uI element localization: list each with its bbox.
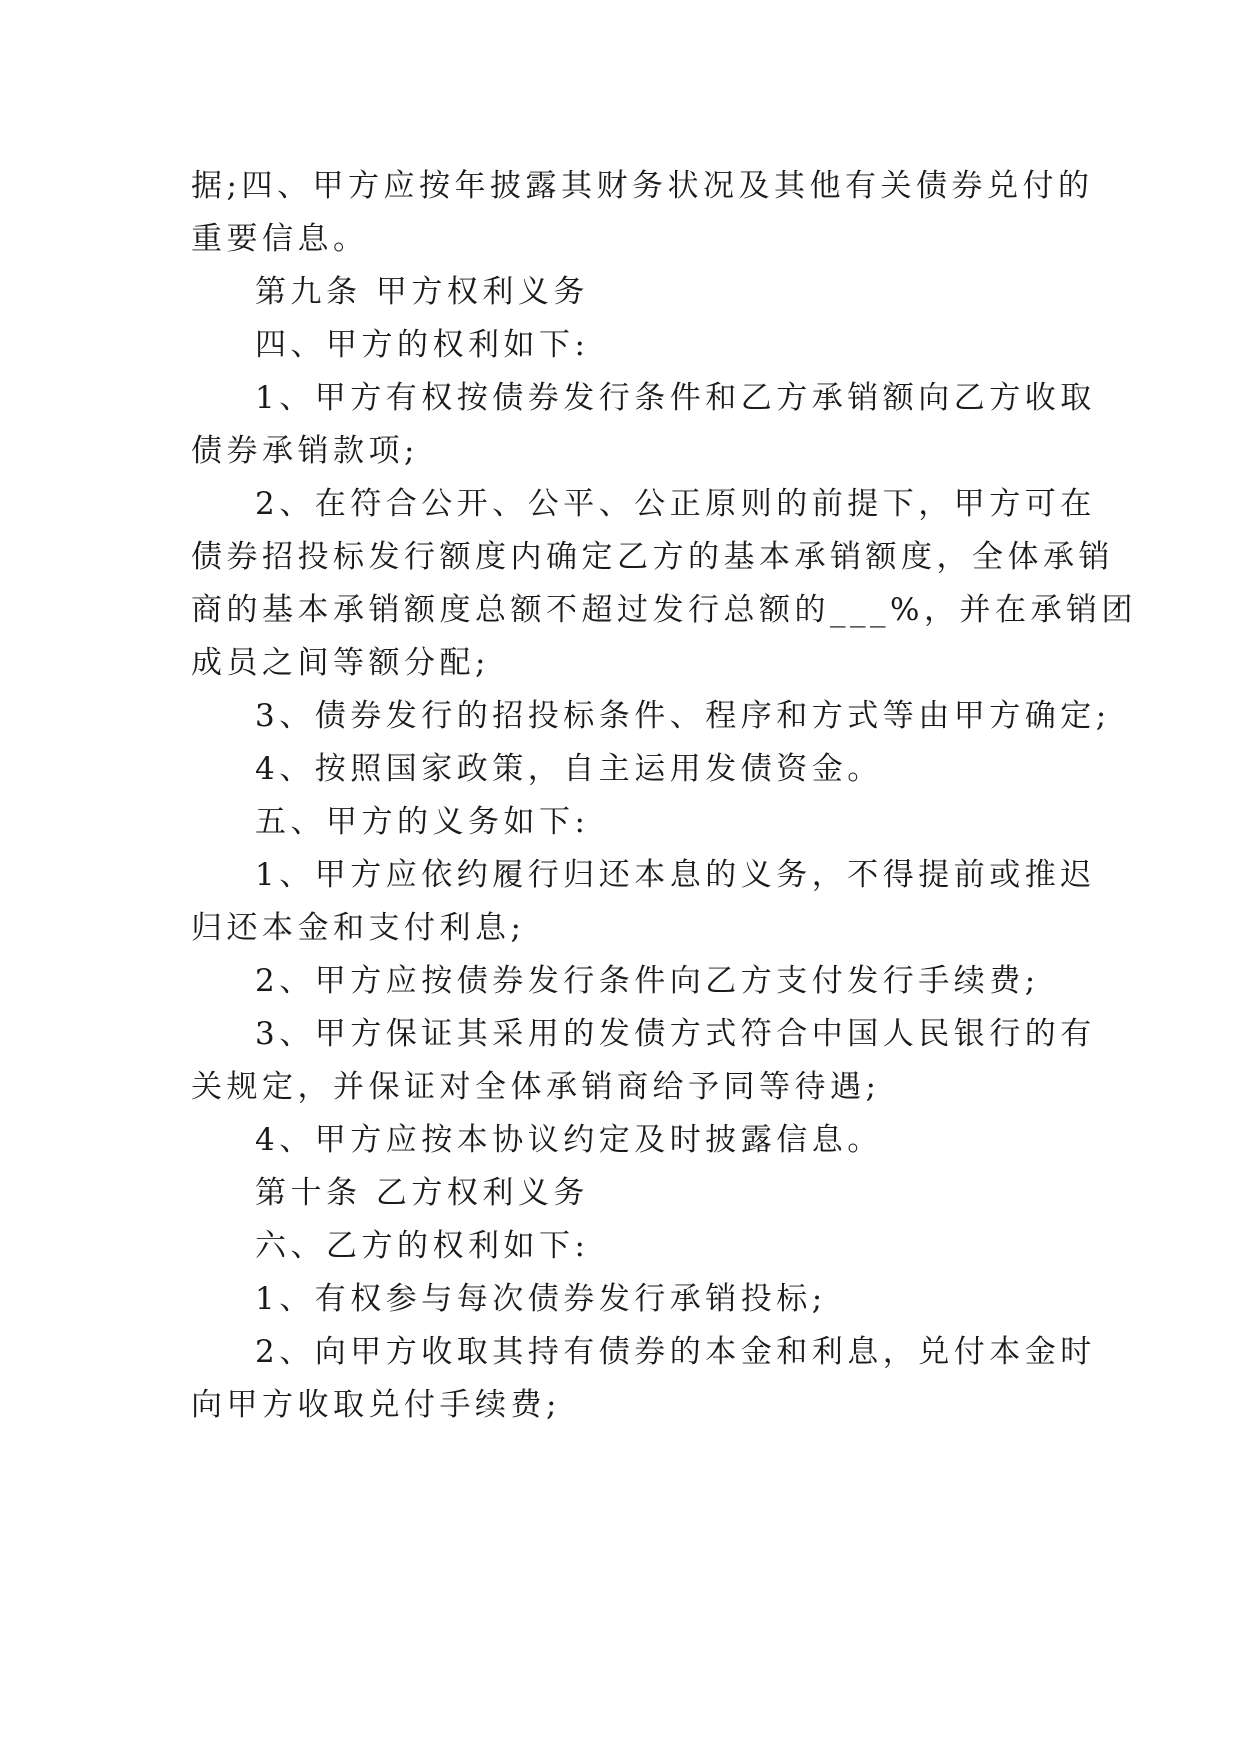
text-line: 1、有权参与每次债券发行承销投标; [255,1281,827,1317]
text-line: 4、甲方应按本协议约定及时披露信息。 [255,1122,883,1158]
text-line: 3、甲方保证其采用的发债方式符合中国人民银行的有 [255,1016,1096,1052]
text-line: 据;四、甲方应按年披露其财务状况及其他有关债券兑付的 [191,168,1094,204]
text-line: 3、债券发行的招投标条件、程序和方式等由甲方确定; [255,698,1111,734]
subsection-heading: 六、乙方的权利如下: [255,1228,590,1264]
text-line: 4、按照国家政策，自主运用发债资金。 [255,751,883,787]
section-heading-article-10: 第十条 乙方权利义务 [255,1175,589,1211]
text-line: 商的基本承销额度总额不超过发行总额的___%，并在承销团 [191,592,1137,628]
text-line: 2、向甲方收取其持有债券的本金和利息，兑付本金时 [255,1334,1096,1370]
subsection-heading: 四、甲方的权利如下: [255,327,590,363]
text-line: 向甲方收取兑付手续费; [191,1387,561,1423]
section-heading-article-9: 第九条 甲方权利义务 [255,274,589,310]
text-line: 成员之间等额分配; [191,645,490,681]
text-line: 归还本金和支付利息; [191,910,526,946]
text-line: 关规定，并保证对全体承销商给予同等待遇; [191,1069,881,1105]
subsection-heading: 五、甲方的义务如下: [255,804,590,840]
document-body [191,160,1137,1432]
text-line: 债券招投标发行额度内确定乙方的基本承销额度，全体承销 [191,539,1114,575]
text-line: 重要信息。 [191,221,369,257]
text-line: 2、甲方应按债券发行条件向乙方支付发行手续费; [255,963,1040,999]
text-line: 1、甲方有权按债券发行条件和乙方承销额向乙方收取 [255,380,1096,416]
text-line: 债券承销款项; [191,433,419,469]
text-line: 2、在符合公开、公平、公正原则的前提下，甲方可在 [255,486,1096,522]
text-line: 1、甲方应依约履行归还本息的义务，不得提前或推迟 [255,857,1096,893]
